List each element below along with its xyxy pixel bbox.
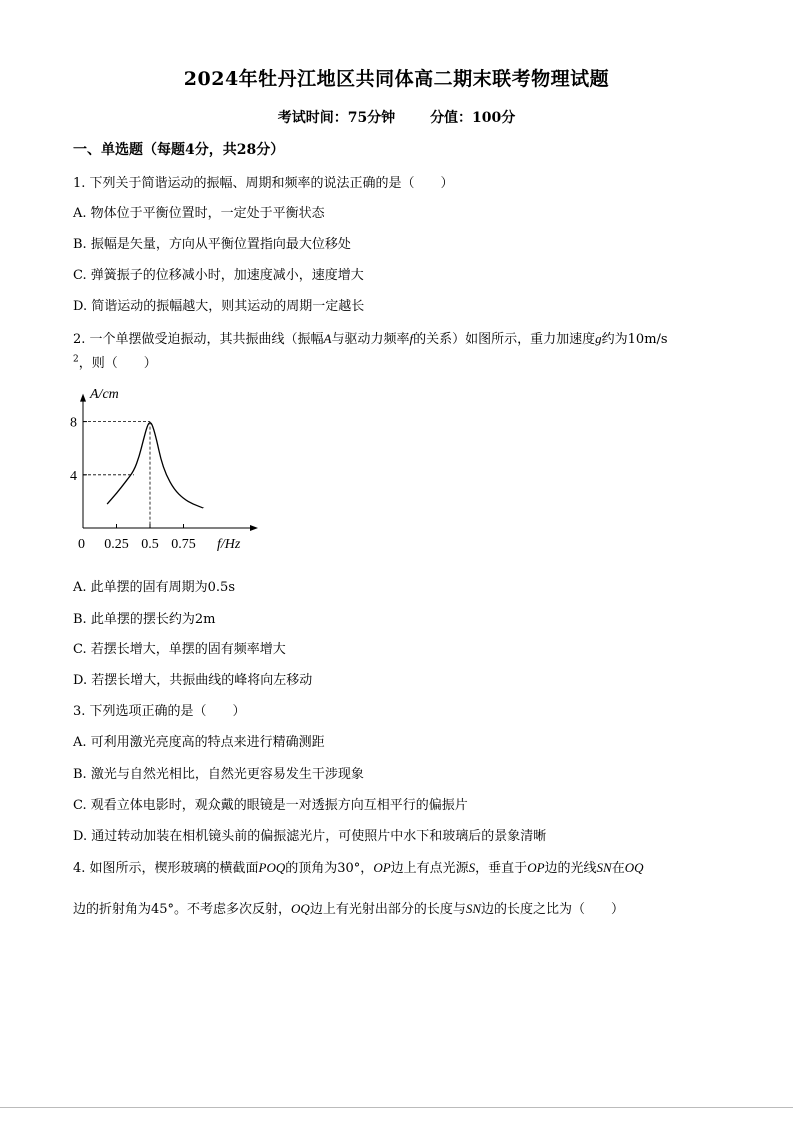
chart-ticks <box>70 416 196 552</box>
x-tick-label: 0.75 <box>171 537 196 552</box>
y-axis-arrow <box>80 394 86 402</box>
q2-option-c: C. 若摆长增大，单摆的固有频率增大 <box>73 642 286 657</box>
chart-axes <box>80 394 258 531</box>
x-axis-arrow <box>250 525 258 531</box>
var-f: f <box>409 331 414 346</box>
exam-info <box>0 107 793 127</box>
q2-option-d: D. 若摆长增大，共振曲线的峰将向左移动 <box>73 673 313 688</box>
q1-stem: 1. 下列关于简谐运动的振幅、周期和频率的说法正确的是（ ） <box>73 176 454 191</box>
q3-option-a: A. 可利用激光亮度高的特点来进行精确测距 <box>73 735 325 750</box>
q2-stem-line1: 2. 一个单摆做受迫振动，其共振曲线（振幅A与驱动力频率f的关系）如图所示，重力加速度g约为10m/s <box>73 331 668 347</box>
q1-option-b: B. 振幅是矢量，方向从平衡位置指向最大位移处 <box>73 237 351 252</box>
resonance-chart <box>70 378 260 558</box>
x-axis-label: f/Hz <box>217 537 241 552</box>
y-tick-label: 4 <box>70 468 77 484</box>
page-bottom-rule <box>0 1107 793 1108</box>
resonance-curve <box>107 423 203 508</box>
q4-stem-line1: 4. 如图所示，楔形玻璃的横截面POQ的顶角为30°，OP边上有点光源S，垂直于OP边的光线SN在OQ <box>73 860 644 876</box>
q3-option-c: C. 观看立体电影时，观众戴的眼镜是一对透振方向互相平行的偏振片 <box>73 798 468 813</box>
q4-stem-line2: 边的折射角为45°。不考虑多次反射，OQ边上有光射出部分的长度与SN边的长度之比为（ ） <box>73 901 625 917</box>
section-heading: 一、单选题（每题4分，共28分） <box>73 142 285 158</box>
q2-option-a: A. 此单摆的固有周期为0.5s <box>73 580 235 595</box>
x-tick-label: 0.25 <box>104 537 129 552</box>
x-tick-label: 0.5 <box>141 537 159 552</box>
page-title: 2024年牡丹江地区共同体高二期末联考物理试题 <box>183 68 610 90</box>
exam-time: 考试时间：75分钟 <box>277 110 396 126</box>
q1-option-d: D. 简谐运动的振幅越大，则其运动的周期一定越长 <box>73 299 365 314</box>
q2-option-b: B. 此单摆的摆长约为2m <box>73 612 216 627</box>
q1-option-a: A. 物体位于平衡位置时，一定处于平衡状态 <box>73 206 325 221</box>
y-tick-label: 8 <box>70 415 77 431</box>
q3-option-d: D. 通过转动加装在相机镜头前的偏振滤光片，可使照片中水下和玻璃后的景象清晰 <box>73 829 547 844</box>
q1-option-c: C. 弹簧振子的位移减小时，加速度减小，速度增大 <box>73 268 364 283</box>
q3-stem: 3. 下列选项正确的是（ ） <box>73 704 246 719</box>
var-g: g <box>595 331 602 346</box>
var-a: A <box>323 331 332 346</box>
y-axis-label: A/cm <box>90 387 119 402</box>
q2-stem-line2: $^2$，则（ ） <box>73 354 157 371</box>
chart-guides <box>83 422 150 528</box>
origin-label: 0 <box>78 537 85 552</box>
q3-option-b: B. 激光与自然光相比，自然光更容易发生干涉现象 <box>73 767 364 782</box>
exam-score: 分值：100分 <box>430 110 516 126</box>
